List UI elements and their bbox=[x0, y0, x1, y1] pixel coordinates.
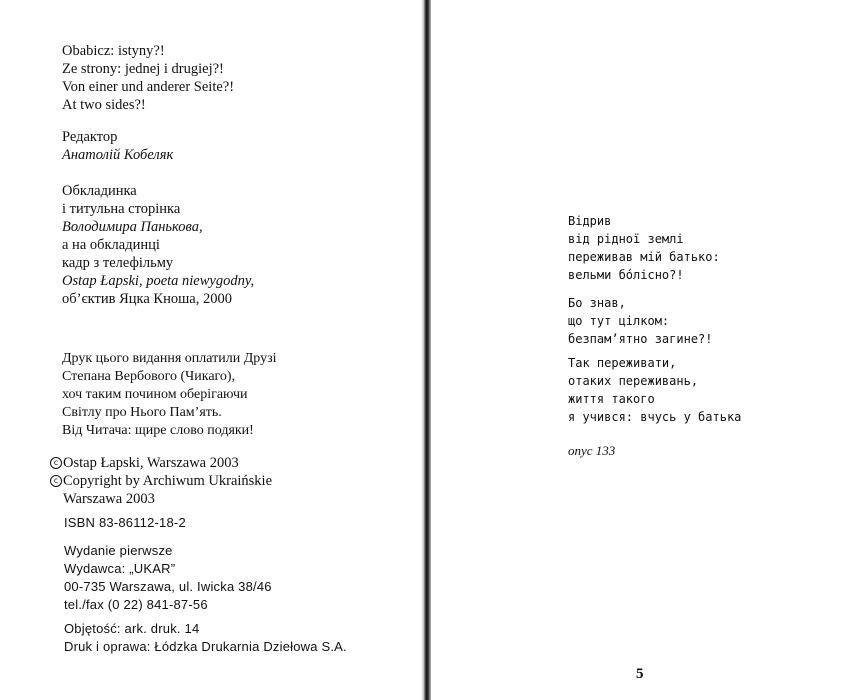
poem-line: від рідної землі bbox=[568, 232, 684, 246]
cover-line: кадр з телефільму bbox=[62, 255, 174, 271]
printing-line: Objętość: ark. druk. 14 bbox=[64, 621, 200, 636]
poem-line: вельми бóлісно?! bbox=[568, 268, 684, 282]
poem-line: Відрив bbox=[568, 214, 612, 228]
title-line: Von einer und anderer Seite?! bbox=[62, 79, 235, 95]
funding-line: Світлу про Нього Пам’ять. bbox=[62, 405, 222, 420]
title-line: Ze strony: jednej i drugiej?! bbox=[62, 61, 224, 77]
publisher-info bbox=[64, 542, 272, 614]
cover-line: і титульна сторінка bbox=[62, 201, 181, 217]
editor-block bbox=[62, 128, 173, 164]
poem-line: переживав мій батько: bbox=[568, 250, 720, 264]
publisher-line: Wydawca: „UKAR” bbox=[64, 561, 176, 576]
title-line: At two sides?! bbox=[62, 97, 146, 113]
poem-stanza-1 bbox=[568, 212, 720, 284]
poem-line: я учився: вчусь у батька bbox=[568, 410, 742, 424]
title-line: Obabicz: istyny?! bbox=[62, 43, 165, 59]
poem-line: життя такого bbox=[568, 392, 655, 406]
cover-line: об’єктив Яцка Кноша, 2000 bbox=[62, 291, 232, 307]
isbn: ISBN 83-86112-18-2 bbox=[64, 515, 186, 530]
poem-stanza-3 bbox=[568, 354, 741, 426]
funding-line: Друк цього видання оплатили Друзі bbox=[62, 351, 277, 366]
printing-line: Druk i oprawa: Łódzka Drukarnia Dziełowa S.A. bbox=[64, 639, 347, 654]
page-number: 5 bbox=[636, 666, 644, 682]
poem-line: безпам’ятно загине?! bbox=[568, 332, 713, 346]
publisher-line: tel./fax (0 22) 841-87-56 bbox=[64, 597, 208, 612]
funding-line: хоч таким почином оберігаючи bbox=[62, 387, 248, 402]
poem-line: що тут цілком: bbox=[568, 314, 670, 328]
funding-line: Степана Вербового (Чикаго), bbox=[62, 369, 236, 384]
left-page bbox=[0, 0, 422, 700]
printing-info bbox=[64, 620, 347, 656]
right-page bbox=[432, 0, 856, 700]
cover-artist: Володимира Панькова, bbox=[62, 219, 203, 235]
publisher-line: 00-735 Warszawa, ul. Iwicka 38/46 bbox=[64, 579, 272, 594]
copyright-line: c Ostap Łapski, Warszawa 2003 bbox=[50, 454, 272, 472]
copyright-line: c Copyright by Archiwum Ukraińskie bbox=[50, 472, 272, 490]
editor-name: Анатолій Кобеляк bbox=[62, 147, 174, 163]
poem-stanza-2 bbox=[568, 294, 713, 348]
cover-line: а на обкладинці bbox=[62, 237, 160, 253]
copyright-block bbox=[50, 454, 272, 508]
editor-label: Редактор bbox=[62, 129, 118, 145]
funding-note bbox=[62, 350, 277, 440]
publisher-line: Wydanie pierwsze bbox=[64, 543, 173, 558]
opus-number: опус 133 bbox=[568, 443, 616, 458]
poem-line: отаких переживань, bbox=[568, 374, 699, 388]
film-title: Ostap Łapski, poeta niewygodny, bbox=[62, 273, 255, 289]
copyright-icon: c bbox=[50, 475, 62, 487]
copyright-line: Warszawa 2003 bbox=[63, 491, 155, 507]
book-spine bbox=[421, 0, 431, 700]
poem-line: Бо знав, bbox=[568, 296, 626, 310]
copyright-icon: c bbox=[50, 457, 62, 469]
funding-line: Від Читача: щире слово подяки! bbox=[62, 423, 254, 438]
cover-line: Обкладинка bbox=[62, 183, 137, 199]
multilingual-title bbox=[62, 42, 234, 114]
cover-credits bbox=[62, 182, 254, 308]
poem-line: Так переживати, bbox=[568, 356, 677, 370]
